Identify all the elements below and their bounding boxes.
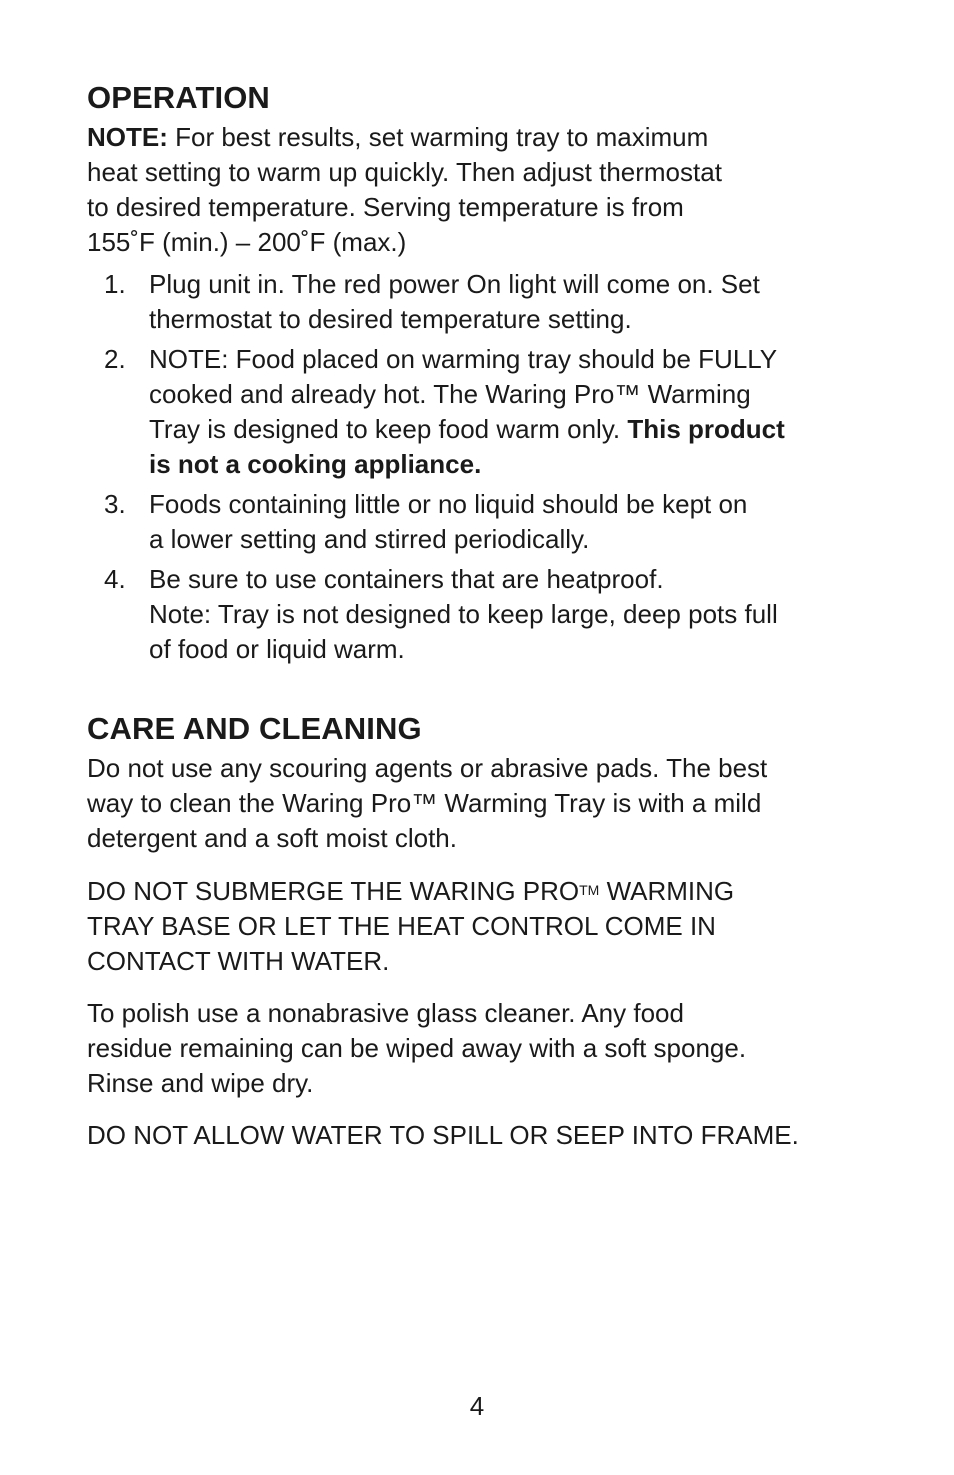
operation-steps bbox=[87, 267, 877, 667]
note-line-3: to desired temperature. Serving temperature is from bbox=[87, 192, 684, 222]
page-number: 4 bbox=[469, 1391, 485, 1421]
trademark-mark: TM bbox=[579, 882, 600, 898]
care-paragraph-1: Do not use any scouring agents or abrasive pads. The best way to clean the Waring Pro™ Warming Tray is with a mild detergent and a soft moist cloth. bbox=[87, 753, 768, 853]
operation-step-3: 3. Foods containing little or no liquid should be kept on a lower setting and stirred periodically. bbox=[104, 489, 748, 554]
care-paragraph-2: DO NOT SUBMERGE THE WARING PROTM WARMING TRAY BASE OR LET THE HEAT CONTROL COME IN CONTACT WITH WATER. bbox=[87, 876, 735, 976]
operation-step-2: 2. NOTE: Food placed on warming tray should be FULLY cooked and already hot. The Waring Pro™ Warming Tray is designed to keep food warm only. This product is not a cooking appliance. bbox=[87, 342, 877, 482]
note-label: NOTE: bbox=[87, 122, 168, 152]
manual-page bbox=[87, 78, 877, 1170]
step-number: 4. bbox=[104, 564, 126, 594]
operation-heading: OPERATION bbox=[87, 80, 270, 115]
warning-text: This product bbox=[627, 414, 785, 444]
step-number: 1. bbox=[104, 269, 126, 299]
warning-text-continued: is not a cooking appliance. bbox=[149, 449, 482, 479]
care-paragraph-4: DO NOT ALLOW WATER TO SPILL OR SEEP INTO FRAME. bbox=[87, 1120, 799, 1150]
note-line-1: NOTE: For best results, set warming tray to maximum bbox=[87, 122, 709, 152]
care-paragraph-3: To polish use a nonabrasive glass cleaner. Any food residue remaining can be wiped away with a soft sponge. Rinse and wipe dry. bbox=[87, 998, 747, 1098]
note-line-4: 155˚F (min.) – 200˚F (max.) bbox=[87, 227, 407, 257]
care-cleaning-heading: CARE AND CLEANING bbox=[87, 711, 422, 746]
operation-note bbox=[87, 120, 877, 260]
operation-step-4: 4. Be sure to use containers that are heatproof. Note: Tray is not designed to keep large, deep pots full of food or liquid warm. bbox=[104, 564, 778, 664]
step-number: 3. bbox=[104, 489, 126, 519]
note-line-2: heat setting to warm up quickly. Then adjust thermostat bbox=[87, 157, 722, 187]
operation-step-1: 1. Plug unit in. The red power On light will come on. Set thermostat to desired temperature setting. bbox=[104, 269, 760, 334]
step-number: 2. bbox=[104, 344, 126, 374]
